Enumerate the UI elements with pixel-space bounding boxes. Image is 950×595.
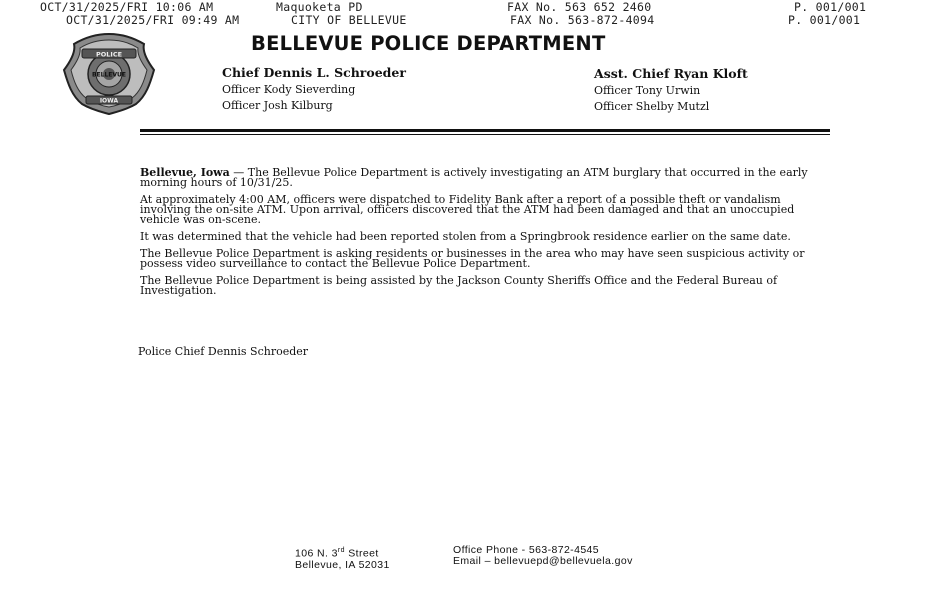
- officer-name: Officer Josh Kilburg: [222, 99, 333, 112]
- street-name: Street: [344, 547, 379, 560]
- fax-page: P. 001/001: [794, 0, 867, 14]
- fax-header-2: [66, 13, 239, 27]
- officer-name: Officer Kody Sieverding: [222, 83, 356, 96]
- paragraph-text: The Bellevue Police Department is actively investigating an ATM burglary that occurred in the early morning hours of 10/31/25.: [140, 166, 808, 189]
- badge-bottom-text: IOWA: [99, 97, 119, 105]
- badge-top-text: POLICE: [95, 50, 123, 59]
- paragraph: It was determined that the vehicle had been reported stolen from a Springbrook residence earlier on the same date.: [140, 230, 791, 243]
- officer-name: Officer Shelby Mutzl: [594, 100, 710, 113]
- office-phone: Office Phone - 563-872-4545: [453, 544, 600, 556]
- fax-datetime: OCT/31/2025/FRI 10:06 AM: [40, 0, 214, 14]
- paragraph: [140, 168, 830, 188]
- chief-name: Chief Dennis L. Schroeder: [222, 65, 406, 80]
- fax-sender: Maquoketa PD: [276, 0, 363, 14]
- paragraph: The Bellevue Police Department is being assisted by the Jackson County Sheriffs Office and the Federal Bureau of Investigation.: [140, 274, 778, 297]
- dateline: Bellevue, Iowa: [140, 166, 230, 179]
- fax-page: P. 001/001: [788, 13, 861, 27]
- police-badge-logo: [62, 32, 156, 116]
- dateline-dash: —: [229, 166, 248, 179]
- officer-name: Officer Tony Urwin: [594, 84, 701, 97]
- paragraph: At approximately 4:00 AM, officers were dispatched to Fidelity Bank after a report of a possible theft or vandalism involving the on-site ATM. Upon arrival, officers discovered that the ATM had been damaged and that an unoccupied vehicle was on-scene.: [140, 193, 795, 226]
- email-address: Email – bellevuepd@bellevuela.gov: [453, 555, 633, 567]
- page-title: BELLEVUE POLICE DEPARTMENT: [251, 32, 606, 55]
- street-address: [295, 545, 390, 560]
- city-state-zip: Bellevue, IA 52031: [295, 558, 390, 571]
- fax-datetime: OCT/31/2025/FRI 09:49 AM: [66, 13, 240, 27]
- fax-sender: CITY OF BELLEVUE: [291, 13, 407, 27]
- footer-contact: [453, 545, 633, 567]
- header-divider-thick: [140, 129, 830, 132]
- asst-chief-name: Asst. Chief Ryan Kloft: [594, 66, 748, 81]
- fax-header-1: [40, 0, 213, 14]
- press-release-body: [140, 168, 830, 303]
- fax-number: FAX No. 563-872-4094: [510, 13, 655, 27]
- signature: Police Chief Dennis Schroeder: [138, 345, 309, 358]
- street-suffix: rd: [337, 547, 345, 554]
- footer-address: [295, 545, 390, 571]
- paragraph: The Bellevue Police Department is asking residents or businesses in the area who may have seen suspicious activity or possess video surveillance to contact the Bellevue Police Department.: [140, 247, 805, 270]
- badge-center-text: BELLEVUE: [91, 71, 127, 79]
- fax-number: FAX No. 563 652 2460: [507, 0, 652, 14]
- header-divider-thin: [140, 134, 830, 135]
- street-number: 106 N. 3: [295, 547, 338, 560]
